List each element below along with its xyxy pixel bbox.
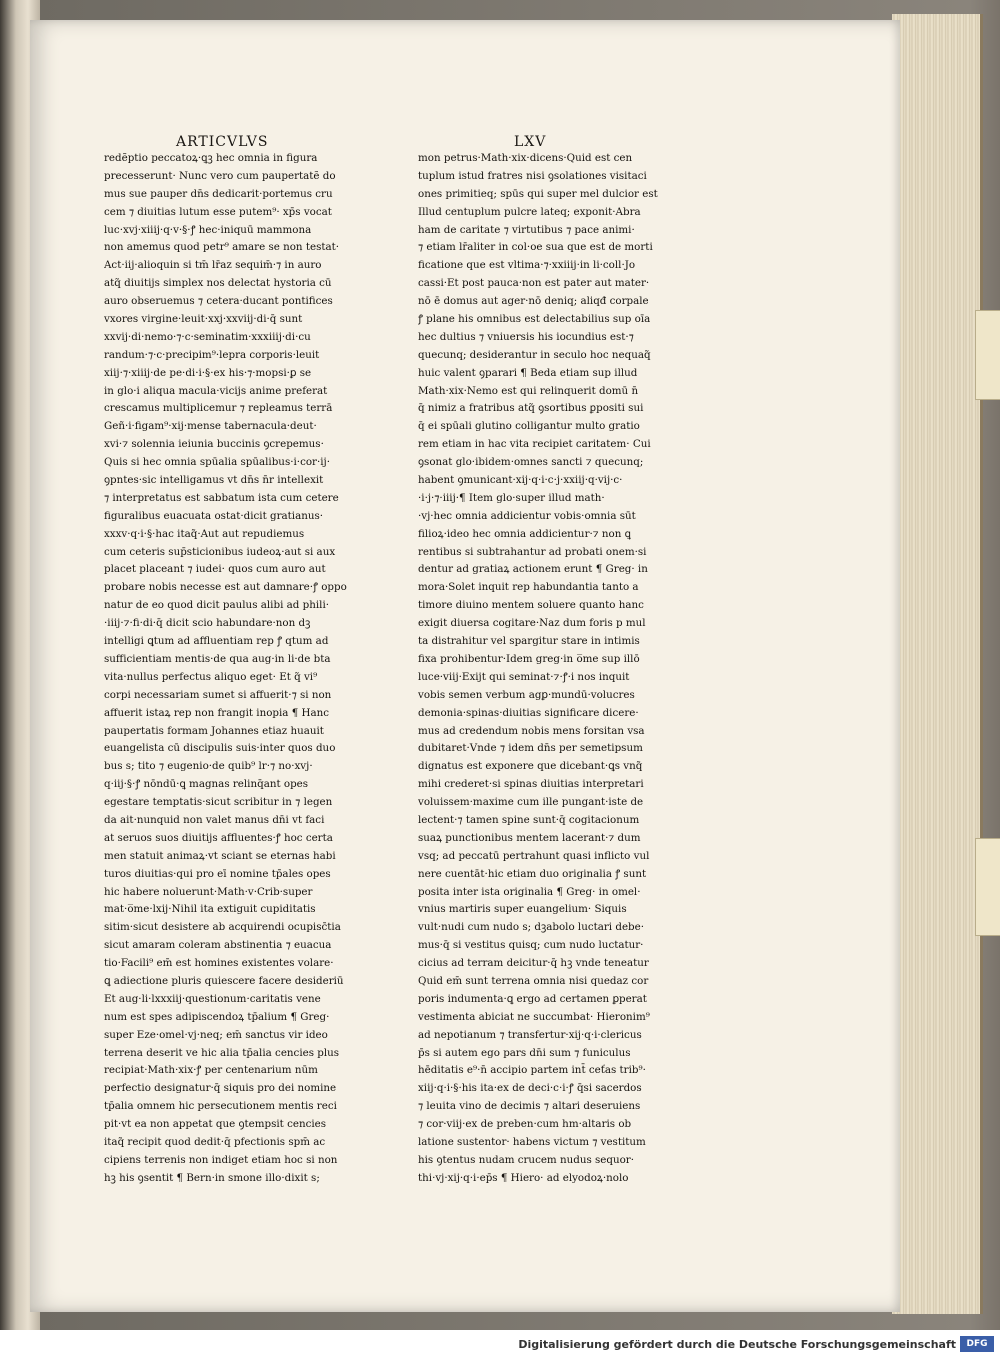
- running-head-left: ARTICVLVS: [176, 134, 269, 150]
- text-line: super Eze·omel·vj·neq; em̄ sanctus vir ideo: [104, 1028, 328, 1041]
- text-line: posita inter ista originalia ¶ Greg· in omel·: [418, 885, 641, 898]
- text-line: hec dultius ⁊ vniuersis his iocundius est·⁊: [418, 330, 634, 343]
- text-line: vxores virgine·leuit·xxj·xxviij·di·q̄ sunt: [104, 313, 303, 326]
- text-line: Act·iij·alioquin si tm̄ lr̄az sequim̄·⁊ in auro: [104, 259, 322, 272]
- text-line: crescamus multiplicemur ⁊ repleamus terrā: [104, 402, 333, 415]
- text-line: cipiens terrenis non indiget etiam hoc si non: [104, 1153, 338, 1166]
- text-line: ꝯsonat glo·ibidem·omnes sancti ⁊ quecunq;: [418, 456, 644, 469]
- text-line: non amemus quod petr⁹ amare se non testat·: [104, 241, 340, 254]
- text-line: mat·o̅me·lxij·Nihil ita extiguit cupiditatis: [104, 903, 316, 916]
- text-line: turos diuitias·qui pro eī nomine tp̄ales opes: [104, 867, 331, 880]
- text-line: ⁊ leuita vino de decimis ⁊ altari deseruiens: [418, 1100, 641, 1113]
- text-line: ꝗ adiectione pluris quiescere facere desideriū: [104, 974, 344, 987]
- text-column-right: [418, 150, 688, 1188]
- text-line: Illud centuplum pulcre lateq; exponit·Abra: [418, 205, 641, 218]
- text-line: tuplum istud fratres nisi ꝯsolationes visitaci: [418, 169, 647, 182]
- text-line: dubitaret·Vnde ⁊ idem dn̄s per semetipsum: [418, 742, 643, 755]
- text-line: vita·nullus perfectus aliquo eget· Et q̃ vi⁹: [104, 670, 318, 683]
- text-line: quecunq; desiderantur in seculo hoc nequaq̃: [418, 348, 651, 361]
- paper-tab-lower: [975, 838, 1000, 936]
- text-line: vobis semen verbum agꝑ·mundū·volucres: [418, 688, 635, 701]
- text-line: itaq̃ recipit quod dedit·q̄ pfectionis spm̄ ac: [104, 1135, 326, 1148]
- text-column-left: [104, 150, 374, 1188]
- text-line: mihi crederet·si spinas diuitias interpretari: [418, 778, 644, 791]
- text-line: luc·xvj·xiiij·q·v·§·ꝭ hec·iniquū mammona: [104, 223, 312, 236]
- text-line: poris indumenta·ꝗ ergo ad certamen ꝑperat: [418, 992, 647, 1005]
- text-line: corpi necessariam sumet si affuerit·⁊ si non: [104, 688, 332, 701]
- text-line: filioꝝ·ideo hec omnia addicientur·⁊ non ꝗ: [418, 527, 631, 540]
- text-line: figuralibus euacuata ostat·dicit gratianus·: [104, 509, 324, 522]
- text-line: xvi·⁊ solennia ieiunia buccinis ꝯcrepemus·: [104, 438, 324, 451]
- text-line: in glo·i aliqua macula·vicijs anime preferat: [104, 384, 328, 397]
- text-line: natur de eo quod dicit paulus alibi ad phili·: [104, 599, 330, 612]
- text-line: thi·vj·xij·q·i·ep̄s ¶ Hiero· ad elyodoꝝ·nolo: [418, 1171, 629, 1184]
- text-line: voluissem·maxime cum ille pungant·iste de: [418, 796, 644, 809]
- text-line: dentur ad gratiaꝝ actionem erunt ¶ Greg· in: [418, 563, 648, 576]
- text-line: vsq; ad peccatū pertrahunt quasi inflicto vul: [418, 849, 650, 862]
- text-line: mus ad credendum nobis mens forsitan vsa: [418, 724, 645, 737]
- text-line: ham de caritate ⁊ virtutibus ⁊ pace animi·: [418, 223, 635, 236]
- text-line: perfectio designatur·q̄ siquis pro dei nomine: [104, 1082, 337, 1095]
- text-line: atq̃ diuitijs simplex nos delectat hystoria cū: [104, 277, 332, 290]
- paper-tab-upper: [975, 310, 1000, 400]
- text-line: demonia·spinas·diuitias significare dicere·: [418, 706, 639, 719]
- text-line: auro obseruemus ⁊ cetera·ducant pontifices: [104, 295, 333, 308]
- text-line: affuerit istaꝝ rep non frangit inopia ¶ Hanc: [104, 706, 330, 719]
- text-line: ficatione que est vltima·⁊·xxiiij·in li·coll·Jo: [418, 259, 636, 272]
- text-line: da ait·nunquid non valet manus dn̄i vt faci: [104, 813, 325, 826]
- text-line: xxvij·di·nemo·⁊·c·seminatim·xxxiiij·di·cu: [104, 330, 311, 343]
- text-line: luce·viij·Exijt qui seminat·⁊·ꝭ·i nos inquit: [418, 670, 630, 683]
- text-line: pit·vt ea non appetat que ꝯtempsit cencies: [104, 1118, 327, 1131]
- text-line: timore diuino mentem soluere quanto hanc: [418, 599, 644, 612]
- text-line: Quis si hec omnia spūalia spūalibus·i·cor·ij·: [104, 456, 330, 469]
- text-line: xxxv·q·i·§·hac itaq̃·Aut aut repudiemus: [104, 527, 305, 540]
- dfg-logo: DFG: [960, 1336, 994, 1352]
- text-line: bus s; tito ⁊ eugenio·de quib⁹ lr·⁊ no·xvj·: [104, 760, 313, 773]
- text-line: ta distrahitur vel spargitur stare in intimis: [418, 635, 640, 648]
- text-line: placet placeant ⁊ iudei· quos cum auro aut: [104, 563, 326, 576]
- text-line: mus·q̄ si vestitus quisq; cum nudo luctatur·: [418, 939, 644, 952]
- text-line: cicius ad terram deicitur·q̄ hꝫ vnde teneatur: [418, 957, 649, 970]
- text-line: terrena deserit ve hic alia tp̄alia cencies plus: [104, 1046, 340, 1059]
- text-line: vult·nudi cum nudo s; dꝫabolo luctari debe·: [418, 921, 645, 934]
- text-line: randum·⁊·c·precipim⁹·lepra corporis·leuit: [104, 348, 320, 361]
- text-line: ·i·j·⁊·iiij·¶ Item glo·super illud math·: [418, 491, 605, 504]
- text-line: p̄s si autem ego pars dn̄i sum ⁊ funiculus: [418, 1046, 631, 1059]
- text-line: ꝭ plane his omnibus est delectabilius sup oīa: [418, 313, 651, 326]
- text-line: rentibus si subtrahantur ad probati onem·si: [418, 545, 647, 558]
- text-line: dignatus est exponere que dicebant·ꝗs vnq̃: [418, 760, 643, 773]
- text-line: mon petrus·Math·xix·dicens·Quid est cen: [418, 152, 633, 164]
- text-line: recipiat·Math·xix·ꝭ per centenarium nūm: [104, 1064, 318, 1077]
- text-line: vnius martiris super euangelium· Siquis: [418, 903, 627, 916]
- text-line: sufficientiam mentis·de qua aug·in li·de bta: [104, 652, 331, 665]
- text-line: nō ē domus aut ager·nō deniq; aliqđ corpale: [418, 295, 649, 308]
- text-line: paupertatis formam Johannes etiaz huauit: [104, 724, 324, 737]
- text-line: q̄ nimiz a fratribus atq̃ ꝯsortibus ꝑpositi sui: [418, 402, 644, 415]
- text-line: his ꝯtentus nudam crucem nudus sequor·: [418, 1153, 635, 1166]
- text-line: men statuit animaꝝ·vt sciant se eternas habi: [104, 849, 336, 862]
- text-line: hēditatis e⁹·n̄ accipio partem int̄ ceťas trib⁹·: [418, 1064, 646, 1077]
- text-line: ⁊ etiam lr̄aliter in col·oe sua que est de morti: [418, 241, 653, 254]
- text-line: hꝫ his ꝯsentit ¶ Bern·in smone illo·dixit s;: [104, 1171, 320, 1184]
- text-line: ones primitieq; spūs qui super mel dulcior est: [418, 187, 658, 200]
- text-line: at seruos suos diuitijs affluentes·ꝭ hoc certa: [104, 831, 333, 844]
- running-head-right: LXV: [514, 134, 547, 150]
- text-line: ·iiij·⁊·fi·di·q̄ dicit scio habundare·non dꝫ: [104, 617, 311, 630]
- footer-bar: [0, 1330, 1000, 1360]
- text-line: xiij·q·i·§·his ita·ex de deci·c·i·ꝭ q̄si sacerdos: [418, 1082, 642, 1095]
- text-line: lectent·⁊ tamen spine sunt·q̄ cogitacionum: [418, 813, 640, 826]
- text-line: tio·Facili⁹ em̄ est homines existentes volare·: [104, 957, 334, 970]
- text-line: Math·xix·Nemo est qui relinquerit domū n̄: [418, 384, 639, 397]
- text-line: nere cuentāt·hic etiam duo originalia ꝭ sunt: [418, 867, 647, 880]
- text-line: ⁊ cor·viij·ex de preben·cum hm·altaris ob: [418, 1118, 632, 1131]
- text-line: mus sue pauper dn̄s dedicarit·portemus cru: [104, 187, 333, 200]
- text-line: vestimenta abiciat ne succumbat· Hieronim⁹: [418, 1010, 650, 1023]
- text-line: fixa prohibentur·Idem greg·in o̅me sup illō: [418, 652, 640, 665]
- text-line: latione sustentor· habens victum ⁊ vestitum: [418, 1135, 646, 1148]
- text-line: Quid em̄ sunt terrena omnia nisi quedaz cor: [418, 974, 649, 987]
- text-line: ·vj·hec omnia addicientur vobis·omnia sūt: [418, 509, 636, 522]
- text-line: tp̄alia omnem hic persecutionem mentis reci: [104, 1100, 337, 1113]
- text-line: ꝯpntes·sic intelligamus vt dn̄s n̄r intellexit: [104, 474, 324, 487]
- text-line: egestare temptatis·sicut scribitur in ⁊ legen: [104, 796, 333, 809]
- text-line: ⁊ interpretatus est sabbatum ista cum cetere: [104, 491, 339, 504]
- text-line: cassi·Et post pauca·non est pater aut mater·: [418, 277, 650, 290]
- footer-credit: Digitalisierung gefördert durch die Deutsche Forschungsgemeinschaft: [518, 1338, 956, 1351]
- text-line: cum ceteris sup̄sticionibus iudeoꝝ·aut si aux: [104, 545, 336, 558]
- text-line: num est spes adipiscendoꝝ tp̄alium ¶ Greg·: [104, 1010, 330, 1023]
- text-line: precesserunt· Nunc vero cum paupertatẽ do: [104, 169, 336, 182]
- text-line: intelligi ꝗtum ad affluentiam rep ꝭ qtum ad: [104, 635, 329, 648]
- text-line: q·iij·§·ꝭ nōndū·ꝗ magnas relinq̄ant opes: [104, 778, 309, 791]
- text-line: mora·Solet inquit rep habundantia tanto a: [418, 581, 639, 594]
- text-line: suaꝝ punctionibus mentem lacerant·⁊ dum: [418, 831, 641, 844]
- text-line: huic valent ꝯparari ¶ Beda etiam sup illud: [418, 366, 638, 379]
- text-line: hic habere noluerunt·Math·v·Crib·super: [104, 885, 313, 898]
- text-line: redẽptio peccatoꝝ·ꝗꝫ hec omnia in figura: [104, 152, 318, 164]
- text-line: Geñ·i·figam⁹·xij·mense tabernacula·deut·: [104, 420, 317, 433]
- text-line: probare nobis necesse est aut damnare·ꝭ oppo: [104, 581, 347, 594]
- text-line: ad nepotianum ⁊ transfertur·xij·q·i·clericus: [418, 1028, 642, 1041]
- text-line: cem ⁊ diuitias lutum esse putem⁹· xp̄s vocat: [104, 205, 332, 218]
- text-line: habent ꝯmunicant·xij·q·i·c·j·xxiij·q·vij·c·: [418, 474, 623, 487]
- text-line: rem etiam in hac vita recipiet caritatem· Cui: [418, 438, 651, 451]
- text-line: exigit diuersa cogitare·Naz dum foris p mul: [418, 617, 646, 630]
- book-fore-edge: [892, 14, 983, 1314]
- text-line: euangelista cū discipulis suis·inter quos duo: [104, 742, 336, 755]
- text-line: Et aug·li·lxxxiij·questionum·caritatis vene: [104, 992, 321, 1005]
- text-line: xiij·⁊·xiiij·de pe·di·i·§·ex his·⁊·mopsi·ꝑ se: [104, 366, 312, 379]
- text-line: sicut amaram coleram abstinentia ⁊ euacua: [104, 939, 332, 952]
- text-line: q̄ ei spūali glutino colligantur multo gratio: [418, 420, 640, 433]
- text-line: sitim·sicut desistere ab acquirendi ocupisc̄tia: [104, 921, 341, 934]
